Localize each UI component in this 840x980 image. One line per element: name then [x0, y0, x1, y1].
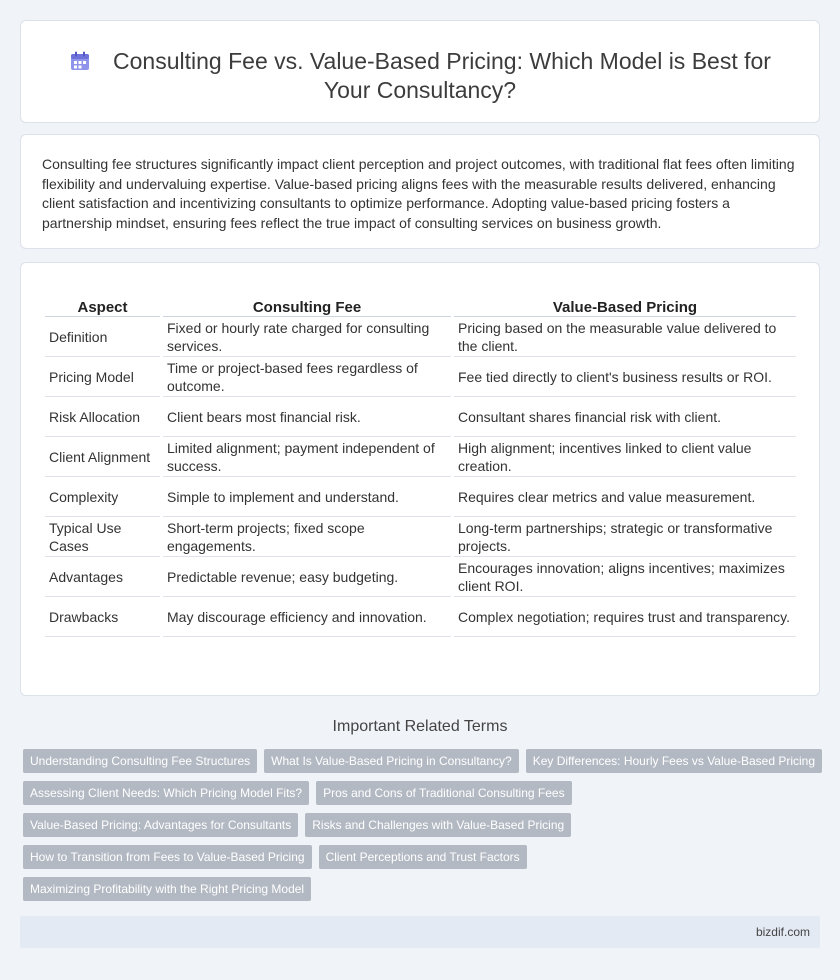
tag-row: [23, 845, 823, 871]
related-term-link[interactable]: What Is Value-Based Pricing in Consultancy?: [264, 749, 519, 773]
calendar-icon: [69, 50, 91, 72]
table-row: [45, 557, 796, 597]
table-row: [45, 517, 796, 557]
related-term-link[interactable]: Risks and Challenges with Value-Based Pricing: [305, 813, 571, 837]
related-term-link[interactable]: Assessing Client Needs: Which Pricing Model Fits?: [23, 781, 309, 805]
aspect-cell: Drawbacks: [45, 597, 160, 637]
table-row: [45, 437, 796, 477]
table-row: [45, 357, 796, 397]
related-terms-list: [23, 749, 823, 909]
consulting-fee-cell: Simple to implement and understand.: [163, 477, 451, 517]
title-wrap: [61, 47, 779, 105]
footer-site-link[interactable]: bizdif.com: [755, 925, 810, 939]
table-header-row: [45, 295, 796, 317]
aspect-cell: Risk Allocation: [45, 397, 160, 437]
consulting-fee-cell: Short-term projects; fixed scope engagements.: [163, 517, 451, 557]
related-term-link[interactable]: Value-Based Pricing: Advantages for Consultants: [23, 813, 298, 837]
value-based-cell: High alignment; incentives linked to client value creation.: [454, 437, 796, 477]
value-based-cell: Pricing based on the measurable value delivered to the client.: [454, 317, 796, 357]
aspect-cell: Typical Use Cases: [45, 517, 160, 557]
aspect-cell: Client Alignment: [45, 437, 160, 477]
page-title: [61, 47, 779, 105]
aspect-cell: Complexity: [45, 477, 160, 517]
value-based-cell: Long-term partnerships; strategic or transformative projects.: [454, 517, 796, 557]
page-title-text: Consulting Fee vs. Value-Based Pricing: Which Model is Best for Your Consultancy?: [113, 48, 771, 103]
tag-row: [23, 813, 823, 839]
footer-bar: [20, 916, 820, 948]
consulting-fee-cell: Limited alignment; payment independent of success.: [163, 437, 451, 477]
value-based-cell: Encourages innovation; aligns incentives; maximizes client ROI.: [454, 557, 796, 597]
table-row: [45, 597, 796, 637]
value-based-cell: Requires clear metrics and value measurement.: [454, 477, 796, 517]
value-based-cell: Fee tied directly to client's business results or ROI.: [454, 357, 796, 397]
value-based-cell: Complex negotiation; requires trust and transparency.: [454, 597, 796, 637]
related-term-link[interactable]: Understanding Consulting Fee Structures: [23, 749, 257, 773]
related-term-link[interactable]: Client Perceptions and Trust Factors: [319, 845, 527, 869]
table-row: [45, 317, 796, 357]
comparison-table: [42, 295, 799, 637]
header-card: [20, 20, 820, 123]
header-aspect: Aspect: [45, 295, 160, 317]
tag-row: [23, 749, 823, 775]
tag-row: [23, 781, 823, 807]
consulting-fee-cell: Time or project-based fees regardless of outcome.: [163, 357, 451, 397]
related-terms-heading: Important Related Terms: [332, 718, 508, 735]
table-row: [45, 477, 796, 517]
header-consulting-fee: Consulting Fee: [163, 295, 451, 317]
consulting-fee-cell: May discourage efficiency and innovation.: [163, 597, 451, 637]
intro-card: [20, 134, 820, 249]
aspect-cell: Definition: [45, 317, 160, 357]
related-term-link[interactable]: Pros and Cons of Traditional Consulting Fees: [316, 781, 571, 805]
header-value-based-pricing: Value-Based Pricing: [454, 295, 796, 317]
comparison-table-card: [20, 262, 820, 696]
aspect-cell: Pricing Model: [45, 357, 160, 397]
table-row: [45, 397, 796, 437]
related-term-link[interactable]: How to Transition from Fees to Value-Based Pricing: [23, 845, 312, 869]
consulting-fee-cell: Client bears most financial risk.: [163, 397, 451, 437]
related-term-link[interactable]: Key Differences: Hourly Fees vs Value-Based Pricing: [526, 749, 822, 773]
value-based-cell: Consultant shares financial risk with client.: [454, 397, 796, 437]
aspect-cell: Advantages: [45, 557, 160, 597]
consulting-fee-cell: Fixed or hourly rate charged for consulting services.: [163, 317, 451, 357]
intro-paragraph: Consulting fee structures significantly impact client perception and project outcomes, with traditional flat fees often limiting flexibility and undervaluing expertise. Value-based pricing aligns fees with the measurable results delivered, enhancing client satisfaction and incentivizing consultants to optimize performance. Adopting value-based pricing fosters a partnership mindset, ensuring fees reflect the true impact of consulting services on business growth.: [42, 156, 795, 231]
tag-row: [23, 877, 823, 903]
related-term-link[interactable]: Maximizing Profitability with the Right Pricing Model: [23, 877, 311, 901]
consulting-fee-cell: Predictable revenue; easy budgeting.: [163, 557, 451, 597]
